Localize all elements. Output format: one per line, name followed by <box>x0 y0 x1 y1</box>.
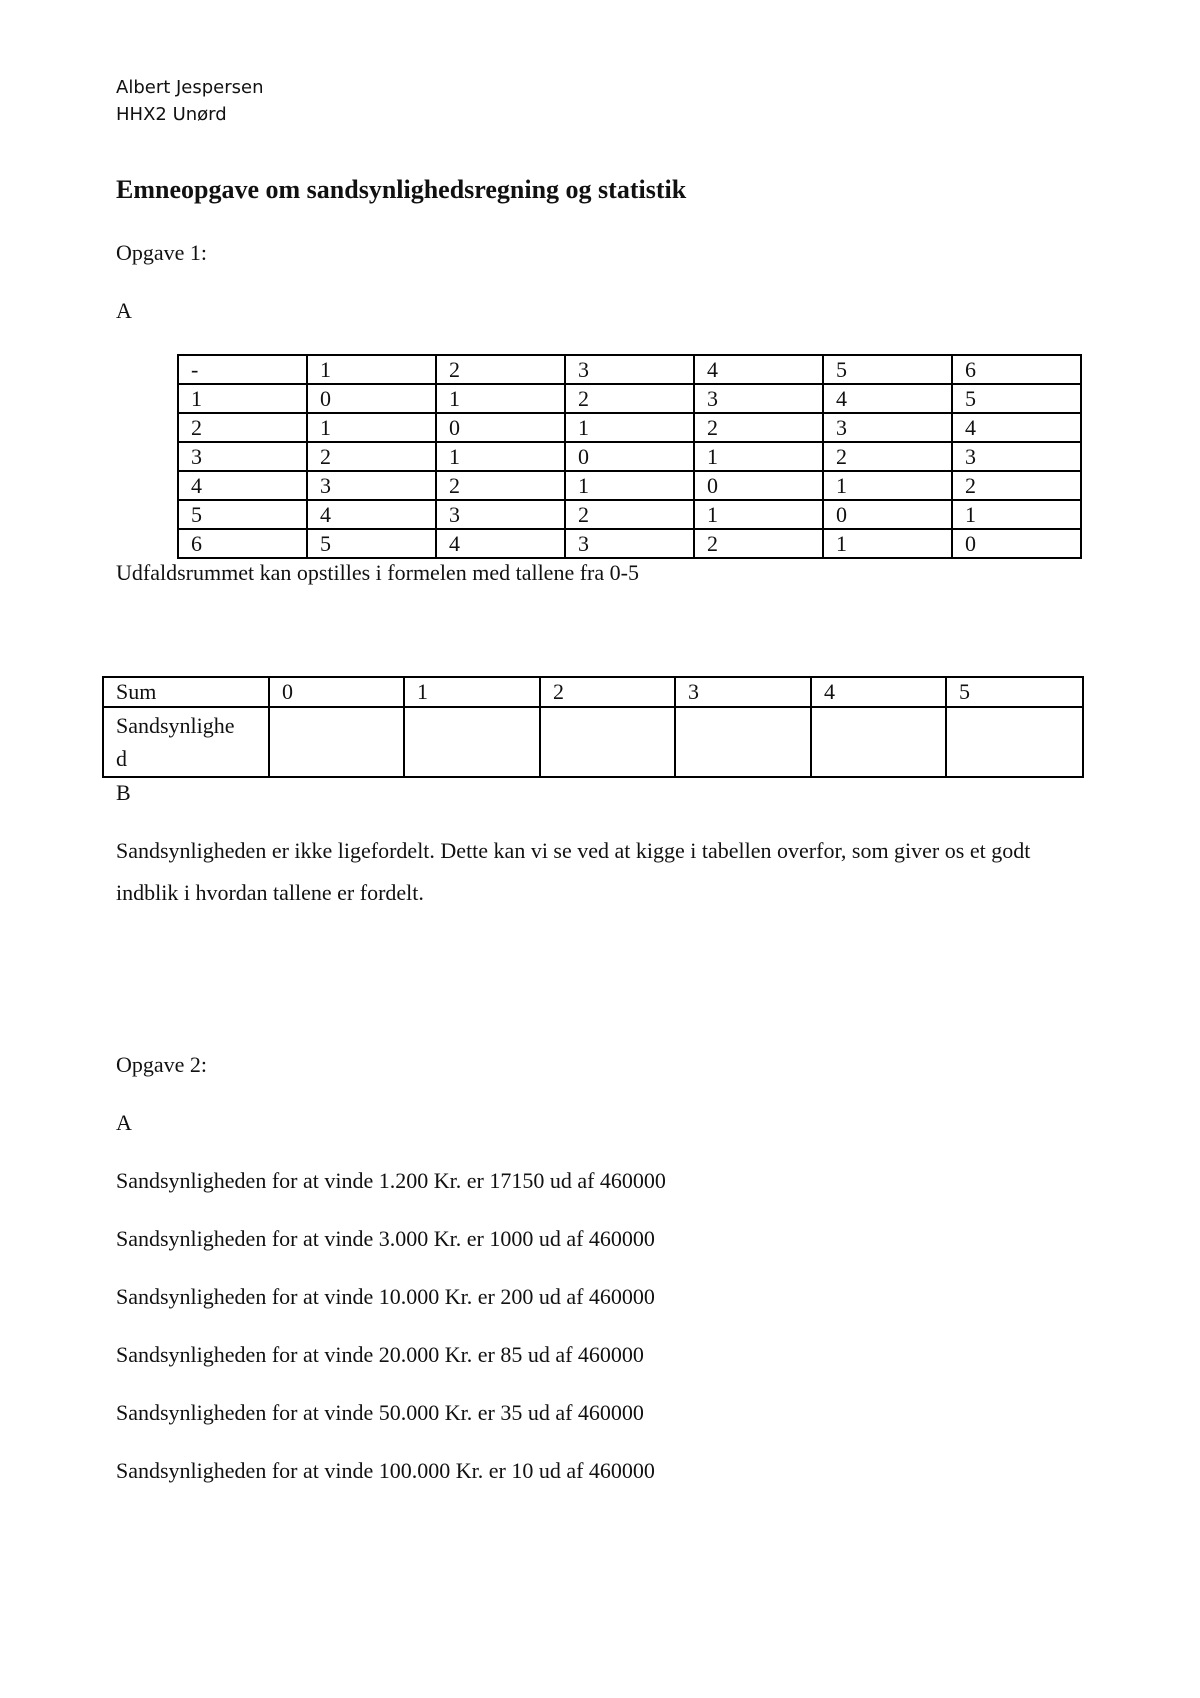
difference-table-row <box>178 500 1081 529</box>
difference-table-cell: 4 <box>436 529 565 558</box>
task1-label: Opgave 1: <box>116 240 208 265</box>
difference-table-cell: 3 <box>178 442 307 471</box>
task2-line: Sandsynligheden for at vinde 1.200 Kr. er 17150 ud af 460000 <box>116 1168 666 1193</box>
prob-label-line1: Sandsynlighe <box>116 713 235 738</box>
difference-table-cell: 6 <box>952 355 1081 384</box>
difference-table-cell: 5 <box>823 355 952 384</box>
difference-table-cell: 2 <box>307 442 436 471</box>
prob-empty-cell <box>269 707 404 777</box>
difference-table-cell: 0 <box>565 442 694 471</box>
difference-table-cell: 3 <box>565 529 694 558</box>
difference-table-cell: 0 <box>823 500 952 529</box>
difference-table-cell: 5 <box>952 384 1081 413</box>
difference-table-cell: 1 <box>565 413 694 442</box>
probability-table-row-sum <box>103 677 1083 707</box>
difference-table-cell: 3 <box>436 500 565 529</box>
difference-table-cell: 4 <box>178 471 307 500</box>
difference-table-cell: 4 <box>952 413 1081 442</box>
task1-partB-label: B <box>116 780 131 805</box>
prob-empty-cell <box>675 707 811 777</box>
difference-table-row <box>178 471 1081 500</box>
prob-label-line2: d <box>116 746 127 771</box>
difference-table-cell: 2 <box>565 384 694 413</box>
prob-cell: 0 <box>269 677 404 707</box>
difference-table-row <box>178 442 1081 471</box>
difference-table-cell: 1 <box>307 413 436 442</box>
task1-partB-text: Sandsynligheden er ikke ligefordelt. Dette kan vi se ved at kigge i tabellen overfor, som giver os et godt indblik i hvordan tallene er fordelt. <box>116 838 1031 905</box>
prob-empty-cell <box>946 707 1083 777</box>
prob-empty-cell <box>404 707 540 777</box>
difference-table-cell: 2 <box>694 529 823 558</box>
difference-table-cell: 1 <box>565 471 694 500</box>
difference-table-cell: 0 <box>694 471 823 500</box>
header-block <box>116 74 264 128</box>
class-name: HHX2 Unørd <box>116 104 227 125</box>
difference-table-cell: 1 <box>823 471 952 500</box>
prob-cell: 2 <box>540 677 675 707</box>
difference-table-cell: 5 <box>307 529 436 558</box>
difference-table-cell: 1 <box>823 529 952 558</box>
difference-table-cell: 2 <box>178 413 307 442</box>
difference-table-cell: 1 <box>694 500 823 529</box>
difference-table-cell: 4 <box>823 384 952 413</box>
difference-table-cell: 1 <box>952 500 1081 529</box>
probability-table-row-probability <box>103 707 1083 777</box>
difference-table-cell: 3 <box>565 355 694 384</box>
probability-table <box>102 676 1084 778</box>
document-title: Emneopgave om sandsynlighedsregning og statistik <box>116 175 687 204</box>
task1-partA-label: A <box>116 298 132 323</box>
difference-table-cell: 0 <box>952 529 1081 558</box>
prob-empty-cell <box>540 707 675 777</box>
prob-empty-cell <box>811 707 946 777</box>
task2-partA-label: A <box>116 1110 132 1135</box>
task2-line: Sandsynligheden for at vinde 10.000 Kr. er 200 ud af 460000 <box>116 1284 655 1309</box>
difference-table-cell: 2 <box>694 413 823 442</box>
difference-table-cell: 1 <box>436 384 565 413</box>
difference-table-cell: 3 <box>694 384 823 413</box>
difference-table-cell: 1 <box>436 442 565 471</box>
prob-label-cell <box>103 707 269 777</box>
prob-cell: 3 <box>675 677 811 707</box>
prob-cell: 5 <box>946 677 1083 707</box>
difference-table-cell: 2 <box>823 442 952 471</box>
difference-table-cell: 0 <box>307 384 436 413</box>
difference-table-row <box>178 355 1081 384</box>
task2-line: Sandsynligheden for at vinde 20.000 Kr. er 85 ud af 460000 <box>116 1342 644 1367</box>
difference-table-cell: 0 <box>436 413 565 442</box>
outcome-space-text: Udfaldsrummet kan opstilles i formelen med tallene fra 0-5 <box>116 560 639 585</box>
difference-table <box>177 354 1082 559</box>
task2-line: Sandsynligheden for at vinde 3.000 Kr. er 1000 ud af 460000 <box>116 1226 655 1251</box>
difference-table-cell: 4 <box>307 500 436 529</box>
difference-table-cell: 1 <box>694 442 823 471</box>
prob-cell: 1 <box>404 677 540 707</box>
task2-line: Sandsynligheden for at vinde 50.000 Kr. er 35 ud af 460000 <box>116 1400 644 1425</box>
difference-table-cell: 3 <box>823 413 952 442</box>
prob-cell: Sum <box>103 677 269 707</box>
task2-label: Opgave 2: <box>116 1052 208 1077</box>
difference-table-cell: 1 <box>307 355 436 384</box>
difference-table-cell: 3 <box>952 442 1081 471</box>
difference-table-row <box>178 384 1081 413</box>
author-name: Albert Jespersen <box>116 77 264 98</box>
difference-table-cell: 2 <box>436 355 565 384</box>
difference-table-cell: 2 <box>565 500 694 529</box>
prob-cell: 4 <box>811 677 946 707</box>
difference-table-cell: 5 <box>178 500 307 529</box>
difference-table-cell: - <box>178 355 307 384</box>
task2-line: Sandsynligheden for at vinde 100.000 Kr. er 10 ud af 460000 <box>116 1458 655 1483</box>
difference-table-cell: 1 <box>178 384 307 413</box>
difference-table-cell: 2 <box>952 471 1081 500</box>
difference-table-row <box>178 413 1081 442</box>
difference-table-cell: 2 <box>436 471 565 500</box>
difference-table-row <box>178 529 1081 558</box>
difference-table-cell: 4 <box>694 355 823 384</box>
difference-table-cell: 6 <box>178 529 307 558</box>
difference-table-cell: 3 <box>307 471 436 500</box>
